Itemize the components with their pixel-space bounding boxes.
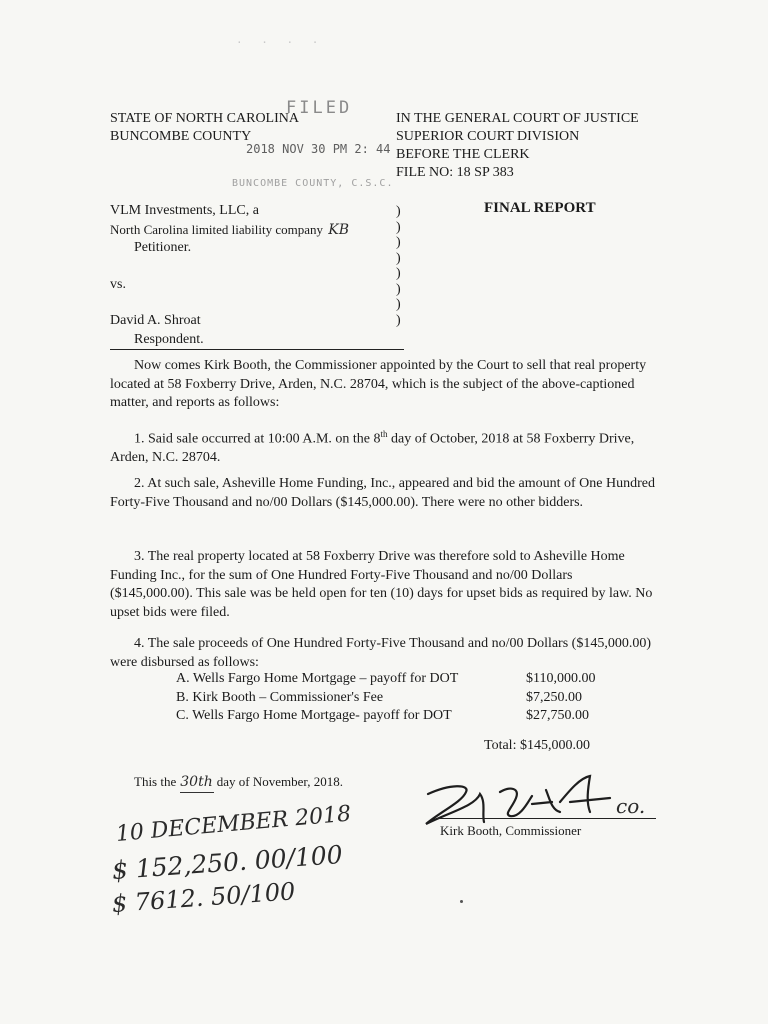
respondent-name: David A. Shroat — [110, 313, 201, 328]
petitioner-name: VLM Investments, LLC, a — [110, 203, 259, 218]
paragraph-2: 2. At such sale, Asheville Home Funding, Inc., appeared and bid the amount of One Hundred Forty-Five Thousand and no/00 Dollars ($145,000.00). There were no other bidders. — [110, 476, 655, 510]
signature-suffix: co. — [616, 794, 646, 818]
signature-line — [436, 818, 656, 819]
disbursement-label: C. Wells Fargo Home Mortgage- payoff for DOT — [176, 708, 452, 723]
handwritten-amount-2: $ 7612. 50/100 — [111, 877, 297, 918]
disbursement-label: B. Kirk Booth – Commissioner's Fee — [176, 689, 384, 705]
caption-division: SUPERIOR COURT DIVISION — [396, 129, 580, 144]
respondent-role: Respondent. — [110, 331, 404, 351]
paragraph-4: 4. The sale proceeds of One Hundred Forty-Five Thousand and no/00 Dollars ($145,000.00) were disbursed as follows: — [110, 636, 651, 670]
versus: vs. — [110, 276, 126, 292]
caption-court: IN THE GENERAL COURT OF JUSTICE — [396, 111, 639, 126]
handwritten-initials: KB — [328, 221, 350, 238]
paragraph-3: 3. The real property located at 58 Foxberry Drive was therefore sold to Asheville Home Funding Inc., for the sum of One Hundred Forty-Five Thousand and no/00 Dollars ($145,000.00). This sale was be held open for ten (10) days for upset bids as required by law. No upset bids were filed. — [110, 549, 653, 620]
handwritten-amount-1: $ 152,250. 00/100 — [110, 839, 344, 885]
disbursement-amount: $27,750.00 — [526, 708, 589, 723]
paragraph-1-post: day of October, 2018 at 58 Foxberry Drive, Arden, N.C. 28704. — [110, 431, 635, 466]
faint-scanner-marks: · · · · — [236, 36, 325, 49]
petitioner-description — [110, 221, 400, 240]
caption-parentheses: ) ) ) ) ) ) ) ) — [396, 204, 401, 328]
disbursement-amount: $110,000.00 — [526, 671, 596, 686]
filed-stamp-datetime: 2018 NOV 30 PM 2: 44 — [246, 142, 391, 156]
intro-paragraph: Now comes Kirk Booth, the Commissioner appointed by the Court to sell that real property located at 58 Foxberry Drive, Arden, N.C. 28704, which is the subject of the above-captioned matter, and reports as follows: — [110, 358, 647, 410]
dated-pre: This the — [134, 774, 177, 789]
parties-block — [110, 202, 400, 350]
petitioner-description-text: North Carolina limited liability company — [110, 221, 324, 237]
caption-clerk: BEFORE THE CLERK — [396, 147, 530, 162]
dated-line — [134, 773, 343, 793]
disbursement-list — [176, 670, 616, 726]
report-title: FINAL REPORT — [484, 200, 596, 216]
disbursement-label: A. Wells Fargo Home Mortgage – payoff for DOT — [176, 671, 459, 686]
disbursement-row — [176, 689, 616, 708]
total-amount: Total: $145,000.00 — [484, 738, 590, 753]
caption-county: BUNCOMBE COUNTY — [110, 129, 252, 144]
petitioner-role: Petitioner. — [134, 240, 192, 255]
caption-state: STATE OF NORTH CAROLINA — [110, 111, 299, 126]
stray-mark — [460, 900, 463, 903]
filed-stamp-label: FILED — [286, 98, 353, 118]
handwritten-date-note: 10 DECEMBER 2018 — [114, 801, 353, 847]
signer-name: Kirk Booth, Commissioner — [440, 823, 582, 838]
dated-post: day of November, 2018. — [216, 774, 343, 789]
paragraph-1-pre: 1. Said sale occurred at 10:00 A.M. on the 8 — [134, 431, 381, 447]
filed-stamp-office: BUNCOMBE COUNTY, C.S.C. — [232, 178, 394, 189]
signature-block — [420, 772, 670, 842]
disbursement-row — [176, 707, 616, 726]
disbursement-amount: $7,250.00 — [526, 689, 582, 705]
caption-file-no: FILE NO: 18 SP 383 — [396, 165, 514, 180]
caption-right — [396, 110, 696, 182]
dated-day-handwritten: 30th — [180, 773, 214, 793]
disbursement-row — [176, 670, 616, 689]
paragraph-1-sup: th — [380, 429, 388, 439]
paragraph-1 — [110, 425, 658, 468]
